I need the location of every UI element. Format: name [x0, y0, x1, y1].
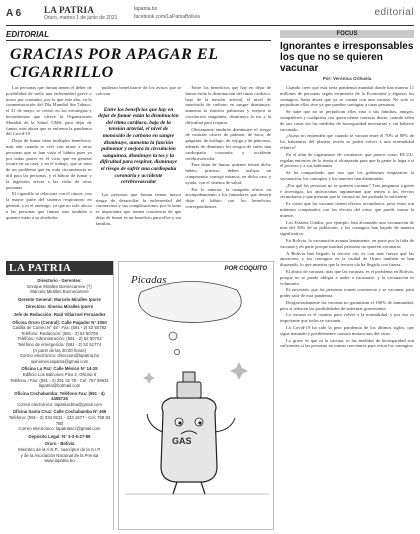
paper-date: Oruro, martes 1 de junio de 2021 [44, 15, 118, 21]
page-number: A 6 [6, 8, 22, 19]
paper-name: LA PATRIA [44, 5, 95, 15]
section-label: editorial [374, 7, 414, 18]
masthead-line: Enrique Miralles Bonnecarrere (†) [27, 283, 92, 289]
masthead-line: Edificio Los Balcones Piso 2, Oficina 6 [22, 371, 97, 377]
column-paragraph: Los Estados Unidos, por ejemplo, han alcanzado una vacunación de más del 50% de su población, y los contagios han bajado de manera significativa. [280, 219, 414, 237]
editorial-paragraph: pudieran beneficiarse de los avisos que se colocan. [95, 85, 182, 96]
editorial-paragraph: El cigarrillo se relaciona con el cáncer, con la mayor parte del sistema respiratorio en general, y es el enemigo, ya que no solo afecta a las personas que fuman sino también a quienes están a su alrededor. [6, 191, 92, 220]
masthead-line: Teléfono de emergencia: (591 - 2) 52 51774 [17, 341, 102, 347]
masthead-line: Gerente General: Marcelo Miralles Iporre [18, 296, 101, 302]
column-paragraph: Se ha comprobado que tras que los gobiernos empezaron la vacunación, los contagios y los muertos han disminuido. [280, 170, 414, 181]
editorial-column-1 [6, 85, 92, 228]
masthead-line: Oruro - Bolivia [44, 441, 75, 447]
masthead-line: Teléfono / Fax: (591 - 2) 291 32 79 - Cel: 767 69631 [10, 377, 109, 383]
masthead-line: Miembro de la A.N.P., suscriptor de la S.I.P. [18, 447, 101, 453]
masthead-lines [6, 278, 113, 464]
column-byline: Por: Verónica Orihuela [322, 76, 372, 81]
column-paragraph: En Bolivia, la vacunación avanza lentamente, en parte por la falta de vacunas y en parte porque muchas personas no quieren vacunarse. [280, 237, 414, 249]
column-paragraph: Lo grave es que ni la vacuna, ni las medidas de bioseguridad son suficientes si las personas no toman conciencia para evitar los contagios. [280, 337, 414, 349]
masthead-line: www.lapatria.bo [44, 458, 75, 464]
masthead-line: Directorio - Gerentes: [37, 278, 82, 283]
masthead-line: Correo electrónico: direccion@lapatria.bo [19, 353, 100, 359]
masthead-line: lapatria@hotmail.com [38, 383, 81, 389]
paper-facebook[interactable]: facebook.com/LaPatriaBolivia [134, 14, 200, 20]
editorial-paragraph: Entre los beneficios que hay en dejar de fumar están la disminución del ritmo cardiaco, bajo de la tensión arterial, el nivel de monóxido de carbono en sangre disminuye, aumenta la función pulmonar y mejora la circulación sanguínea, disminuye la tos y la dificultad para respirar. [185, 85, 272, 125]
editorial-title: GRACIAS POR APAGAR EL CIGARRILLO [10, 46, 219, 81]
column-paragraph: Desgraciadamente las vacunas no garantizan el 100% de inmunidad, pero sí reducen las posibilidades de enfermar gravemente. [280, 299, 414, 311]
editorial-column-3 [185, 85, 271, 228]
masthead-name: LA PATRIA [6, 261, 113, 275]
paper-website[interactable]: lapatria.bo [134, 6, 158, 12]
masthead-line: Oficina Cochabamba: Teléfono Fax: (591 - 4) 4458726 [14, 390, 105, 402]
column-paragraph: La Covid-19 ha sido la peor pandemia de los últimos siglos, que sigue matando y posiblemente causará mutaciones del virus. [280, 325, 414, 336]
masthead-line: Teléfono: Redacción: (591 - 2) 52 50709 [21, 330, 98, 336]
masthead-line: Oficina La Paz: Calle México N° 14-25 [21, 366, 98, 372]
masthead-line: Oficina Oruro (Central): Calle Pagador N° 1050 [12, 319, 107, 325]
masthead-line: Teléfono: Administración: (591 - 2) 52 50703 [17, 336, 102, 342]
masthead-line: opiniones.lapatria@gmail.com [30, 358, 89, 364]
column-paragraph: A Bolivia han llegado la tercera vía, es con más fuerza que las anteriores, y los contagios en la ciudad de Oruro también se han disparado, lo que muestra que la tercera ola ha llegado con fuerza. [280, 250, 414, 268]
editorial-paragraph: Dejar de fumar tiene múltiples beneficios, más aún cuando se vive con miras a otras personas que se han visto el hábito pues ya por todas partes es el vicio que en general ocurre en su casa, y en el trabajo, que se trata de un problema que en toda circunstancia es útil para las personas, y el hábito de fumar y la ingestión afecta a las vidas de otras personas. [6, 138, 92, 190]
column-paragraph: En el afán de organizarse de vacunarse, que parece como EE.UU. regalan entonces de lo tienta si alcanzarán para que la gente lo haga a sí el proceso y a sus habitantes. [280, 151, 414, 169]
editorial-paragraph: Para dejar de fumar, quienes tienen dicho hábito, primero, deben realizar un compromiso consigo mismos, en dicho caso y ayuda, con el sistema de salud. [185, 162, 272, 185]
column-body [280, 85, 414, 349]
cartoon [118, 261, 274, 530]
column-paragraph: La vacuna es el camino para volver a la normalidad, y por eso es importante que todos se vacunen. [280, 312, 414, 324]
editorial-kicker: EDITORIAL [6, 30, 271, 41]
column-paragraph: Se sabe que no se perjudican ellos sino a sus familias, amigos, compañeros y cualquiera con quien tienen contacto diario, cuando salen de sus casas sin las medidas de bioseguridad necesarias y sin haberse vacunado. [280, 109, 414, 132]
editorial-paragraph: Obviamente también disminuye el riesgo de contraer cáncer de pulmón, de boca, de garganta, de esófago, de vejiga y de páncreas, además de disminuir los riesgos de sufrir una cardiopatía coronaria y accidente cerebrovascular. [185, 126, 272, 161]
cartoon-author: POR COQUITO [224, 266, 267, 272]
masthead-line: Oficina Santa Cruz: Calle Cochabamba N° 459 [12, 409, 107, 415]
editorial-paragraph: Las personas que fuman tienen el deber de posibilidad de suelo una enfermedad grave o morir por consumo, por lo que este año, en la conmemoración del Día Mundial Sin Tabaco, el 31 de mayo, se centró en las estrategias y herramientas que ofrece la Organización Mundial de la Salud, OMS, para dejar de fumar, más ahora que se enfrenta la pandemia del Covid-19. [6, 85, 92, 137]
editorial-paragraph: Las personas que fuman tienen mayor riesgo de desarrollar la enfermedad del coronavirus y sus complicaciones, por lo tanto es importante que tomen conciencia de que dejar de fumar es un beneficio para ellos y sus familias. [95, 191, 182, 226]
masthead-line: Teléfono: (591 - 3) 334 0531 - 333 1677 - Cel: 708 83 780 [8, 415, 111, 426]
column-paragraph: Es necesario que las personas tomen conciencia y se vacunen, para poder salir de esta pandemia. [280, 287, 414, 299]
masthead-line: Correo electrónico: lapatriascz@gmail.com [18, 426, 101, 432]
editorial-column-2 [96, 85, 182, 228]
masthead-line: (A partir de las 20:00 horas) [32, 347, 87, 353]
cartoon-drawing [119, 262, 274, 530]
column-kicker: FOCUS [280, 30, 414, 38]
masthead-line: Correo electrónico: lapatriacbba@gmail.com [17, 401, 102, 407]
cartoon-signature: Picadas [131, 274, 167, 286]
column-paragraph: El abuso de vacunas, más que las vacunas, es el problema en Bolivia, porque no se puede obligar a nadie a vacunarse, y la vacunación es voluntaria. [280, 268, 414, 286]
editorial-paragraph: Por lo anterior, la campaña ofrece un acompañamiento a los fumadores que deseen dejar el hábito con los beneficios correspondientes. [185, 186, 272, 209]
gas-label: GAS [172, 436, 192, 446]
column-title: Ignorantes e irresponsables los que no se quieren vacunar [280, 41, 414, 74]
pull-quote: Entre los beneficios que hay en dejar de fumar están la disminución del ritmo cardiaco, bajo de la tensión arterial, el nivel de monóxido de carbono en sangre disminuye, aumenta la función pulmonar y mejora la circulación sanguínea, disminuye la tos y la dificultad para respirar, disminuye el riesgo de sufrir una cardiopatía coronaria y accidente cerebrovascular [98, 106, 179, 186]
masthead-line: Casilla de Correo N° 48 - Fax: (591 - 2) 52 50782 [12, 325, 107, 331]
opinion-column [280, 30, 414, 530]
masthead-line: Depósito Legal: N° 3-3-5-27-89 [28, 433, 91, 439]
masthead-line: Marcelo Miralles Bonnecarrere [30, 289, 89, 295]
masthead-box [6, 261, 114, 530]
editorial-article [6, 30, 271, 255]
editorial-body [6, 85, 271, 228]
column-paragraph: Cuando creer que esta seria pandemia mundial donde han muerto 11 millones de personas según estimativa de la Economist y algunos los contagios, hasta ahora que ya se cuenta con una vacuna. No solo se perjudican ellos sino ya que pueden contagiar a otras personas. [280, 85, 414, 108]
column-paragraph: ¿Acaso no entienden que cuando se vacuna entre el 70% al 80% de los habitantes del planeta recién se podrá volver a una normalidad relativa? [280, 133, 414, 150]
masthead-line: y de la Asociación Nacional de la Prensa [20, 452, 99, 458]
column-paragraph: Es cierto que las vacunas tienen efectos secundarios, pero estos son mínimos comparados con los efectos del virus, que puede causar la muerte. [280, 201, 414, 218]
masthead-line: Jefe de Redacción: Raúl Villarroel Fernández [13, 311, 106, 317]
masthead-line: Directora: Ximena Miralles Iporre [25, 304, 94, 310]
page-header [6, 4, 414, 26]
column-paragraph: ¿Por qué las personas no se quieren vacunar? Tras preguntar a gente e investigar, los antivacunas argumentan que temen a los efectos secundarios y que piensan que la vacuna no fue probada lo suficiente. [280, 182, 414, 200]
